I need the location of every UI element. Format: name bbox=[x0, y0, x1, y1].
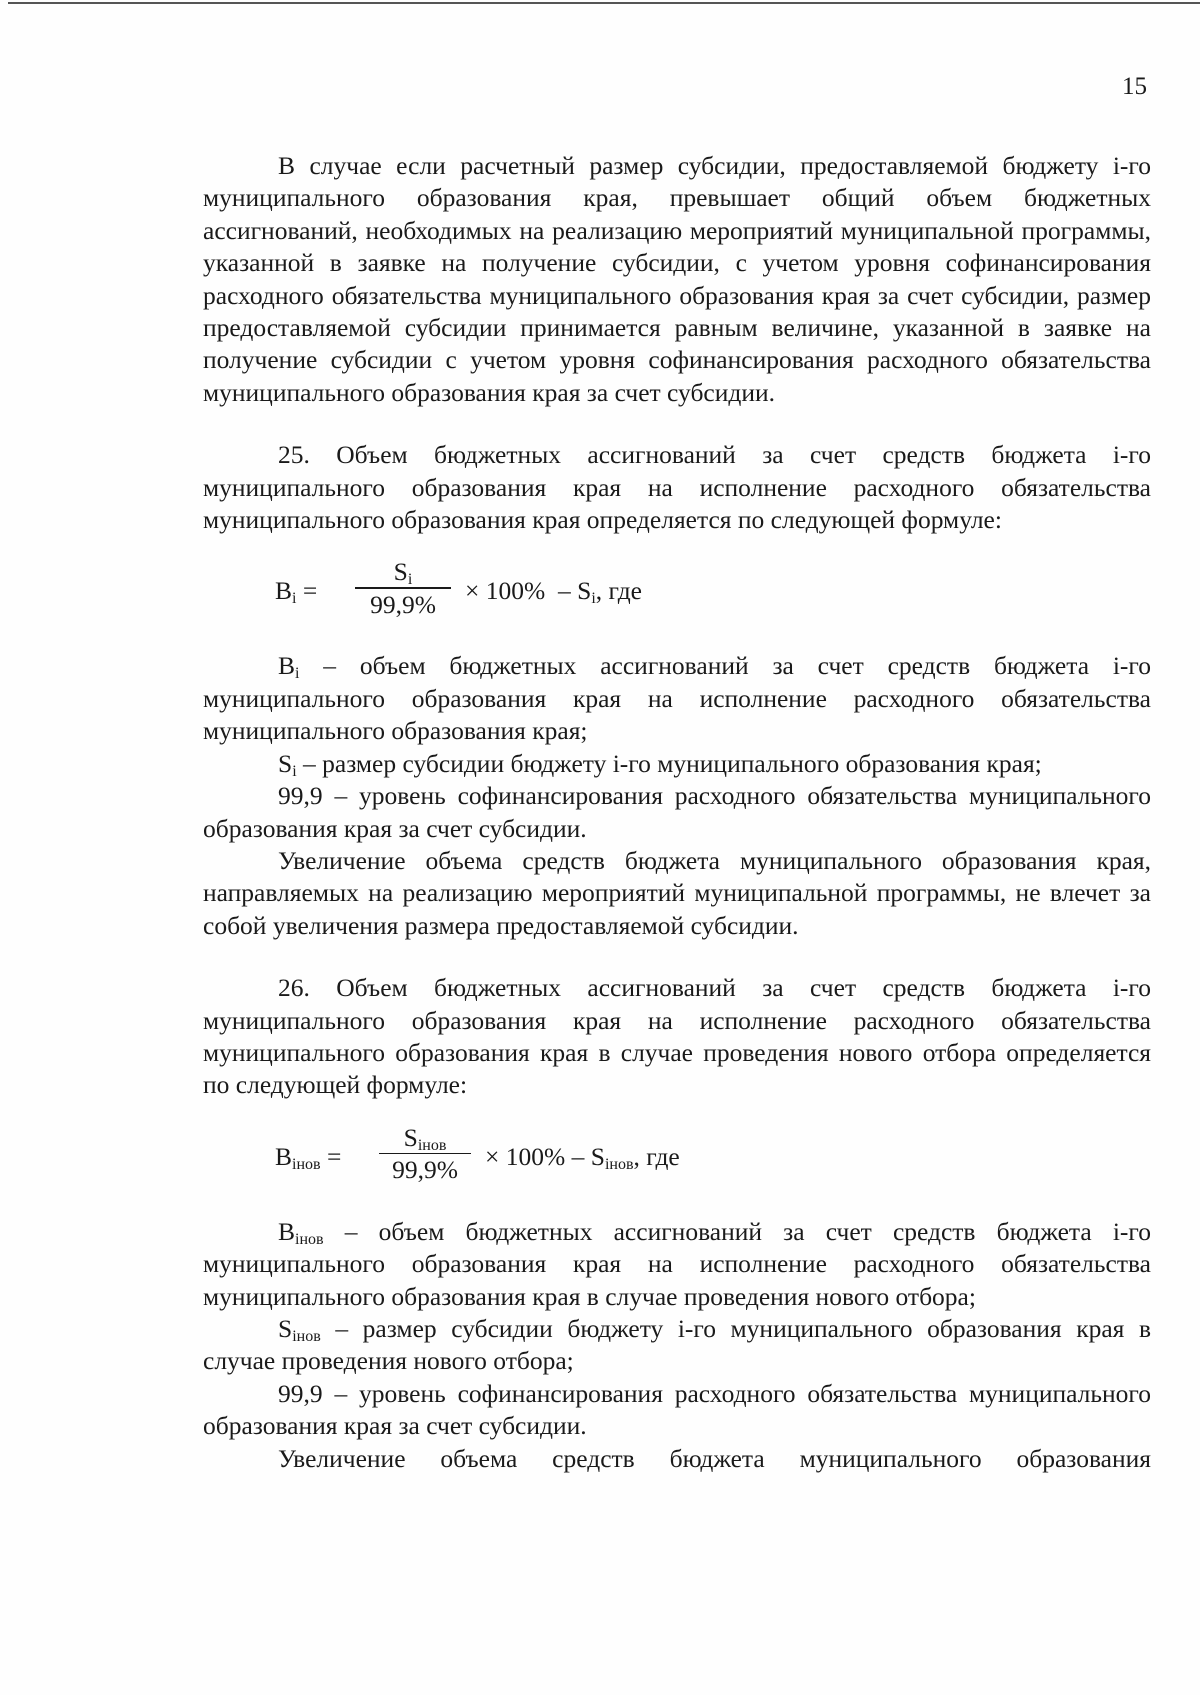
definition-rate-26: 99,9 – уровень софинансирования расходного обязательства муниципального образования края за счет субсидии. bbox=[203, 1378, 1151, 1441]
formula-26-rhs: × $100\% - S_{iнов}$, где bbox=[485, 1141, 680, 1173]
paragraph-intro: В случае если расчетный размер субсидии, предоставляемой бюджету i-го муниципального образования края, превышает общий объем бюджетных ассигнований, необходимых на реализацию мероприятий муниципальной программы, указанной в заявке на получение субсидии, с учетом уровня софинансирования расходного обязательства муниципального образования края за счет субсидии, размер предоставляемой субсидии принимается равным величине, указанной в заявке на получение субсидии с учетом уровня софинансирования расходного обязательства муниципального образования края за счет субсидии. bbox=[203, 151, 1151, 407]
formula-26-denominator: 99,9% bbox=[392, 1155, 458, 1185]
formula-25-denominator: 99,9% bbox=[370, 589, 436, 619]
formula-25 bbox=[203, 558, 1151, 630]
definition-b-i: $B_i$ – объем бюджетных ассигнований за счет средств бюджета i-го муниципального образования края на исполнение расходного обязательства муниципального образования края; bbox=[203, 651, 1151, 746]
formula-26-numerator: $S_{iнов}$ bbox=[403, 1122, 447, 1154]
formula-26-lhs: $B_{iнов}$ = bbox=[275, 1141, 342, 1173]
paragraph-26: 26. Объем бюджетных ассигнований за счет средств бюджета i-го муниципального образования края на исполнение расходного обязательства муниципального образования края в случае проведения нового отбора определяется по следующей формуле: bbox=[203, 973, 1151, 1100]
page-number: 15 bbox=[1122, 73, 1147, 100]
top-border-line bbox=[8, 2, 1200, 4]
definition-b-inov: $B_{iнов}$ – объем бюджетных ассигнований за счет средств бюджета i-го муниципального образования края на исполнение расходного обязательства муниципального образования края в случае проведения нового отбора; bbox=[203, 1216, 1151, 1311]
formula-25-fraction bbox=[355, 558, 451, 619]
formula-26-fraction bbox=[379, 1124, 471, 1185]
note-26-start: Увеличение объема средств бюджета муниципального образования bbox=[278, 1443, 1151, 1473]
fraction-bar bbox=[355, 587, 451, 589]
formula-25-lhs: $B_i$ = bbox=[275, 576, 318, 608]
formula-25-numerator: $S_i$ bbox=[393, 557, 413, 589]
formula-25-rhs: × $100\% - S_i$, где bbox=[465, 576, 642, 608]
formula-26 bbox=[203, 1124, 1151, 1196]
note-25: Увеличение объема средств бюджета муниципального образования края, направляемых на реализацию мероприятий муниципальной программы, не влечет за собой увеличения размера предоставляемой субсидии. bbox=[203, 845, 1151, 940]
definition-s-i: $S_i$ – размер субсидии бюджету i-го муниципального образования края; bbox=[278, 748, 1042, 780]
paragraph-25: 25. Объем бюджетных ассигнований за счет средств бюджета i-го муниципального образования края на исполнение расходного обязательства муниципального образования края определяется по следующей формуле: bbox=[203, 440, 1151, 535]
document-body bbox=[203, 150, 1151, 1475]
definition-s-inov: $S_{iнов}$ – размер субсидии бюджету i-го муниципального образования края в случае проведения нового отбора; bbox=[203, 1313, 1151, 1376]
definition-rate-25: 99,9 – уровень софинансирования расходного обязательства муниципального образования края за счет субсидии. bbox=[203, 781, 1151, 843]
